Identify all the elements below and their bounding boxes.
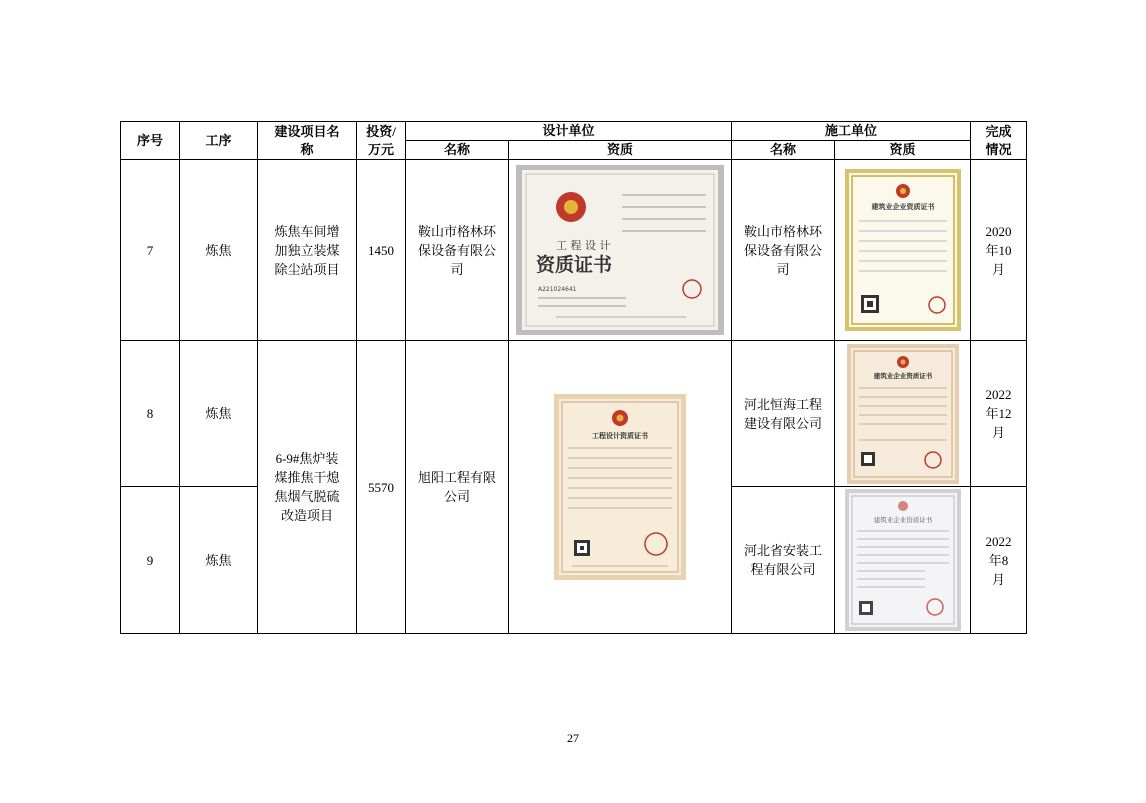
header-build-name: 名称: [732, 141, 835, 160]
build-certificate-image-2: [847, 344, 959, 484]
invest-cell: 5570: [357, 341, 406, 634]
build-name-text: 河北省安装工程有限公司: [744, 543, 823, 577]
cert-title: 建筑业企业资质证书: [873, 516, 932, 524]
build-qualification-cell: [835, 487, 971, 634]
header-design-qualification: 资质: [509, 141, 732, 160]
header-completion: [971, 122, 1027, 160]
design-name-cell: [406, 160, 509, 341]
completion-cell: [971, 487, 1027, 634]
cert-title: 建筑业企业资质证书: [873, 371, 932, 380]
header-process: 工序: [180, 122, 258, 160]
design-name-text: 旭阳工程有限公司: [417, 470, 496, 504]
header-project-text: 建设项目名称: [274, 123, 340, 157]
project-cell: [258, 160, 357, 341]
build-qualification-cell: [835, 160, 971, 341]
project-text: 炼焦车间增加独立装煤除尘站项目: [274, 223, 340, 277]
project-text: 6-9#焦炉装煤推焦干熄焦烟气脱硫改造项目: [274, 451, 340, 523]
header-invest-text: 投资/万元: [366, 123, 396, 157]
project-cell: [258, 341, 357, 634]
header-project: [258, 122, 357, 160]
header-invest: [357, 122, 406, 160]
cert-title: 工程设计资质证书: [592, 432, 648, 440]
design-name-cell: [406, 341, 509, 634]
seq-cell: 8: [121, 341, 180, 487]
table-row: [121, 160, 1027, 341]
cert-title: 建筑业企业资质证书: [871, 203, 935, 211]
build-name-text: 鞍山市格林环保设备有限公司: [744, 223, 823, 277]
seq-cell: 7: [121, 160, 180, 341]
seq-cell: 9: [121, 487, 180, 634]
project-table: [120, 121, 1027, 634]
invest-cell: 1450: [357, 160, 406, 341]
header-build-qualification: 资质: [835, 141, 971, 160]
completion-cell: [971, 160, 1027, 341]
completion-text: 2022年12月: [985, 387, 1012, 440]
header-completion-text: 完成情况: [985, 123, 1012, 157]
cert-number: A221024641: [538, 286, 577, 293]
process-cell: 炼焦: [180, 160, 258, 341]
completion-cell: [971, 341, 1027, 487]
build-certificate-image-1: [845, 169, 961, 331]
cert-subtitle: 资质证书: [536, 254, 613, 276]
design-certificate-image-1: [516, 165, 724, 335]
header-design-name: 名称: [406, 141, 509, 160]
completion-text: 2022年8月: [985, 533, 1012, 587]
build-certificate-image-3: [845, 489, 961, 631]
process-cell: 炼焦: [180, 487, 258, 634]
page-number: 27: [567, 731, 579, 745]
design-qualification-cell: [509, 341, 732, 634]
design-name-text: 鞍山市格林环保设备有限公司: [417, 223, 496, 277]
build-qualification-cell: [835, 341, 971, 487]
process-cell: 炼焦: [180, 341, 258, 487]
design-qualification-cell: [509, 160, 732, 341]
build-name-cell: [732, 160, 835, 341]
header-build-unit: 施工单位: [732, 122, 971, 141]
header-design-unit: 设计单位: [406, 122, 732, 141]
cert-title: 工 程 设 计: [556, 239, 611, 252]
table-row: [121, 341, 1027, 487]
header-seq: 序号: [121, 122, 180, 160]
build-name-text: 河北恒海工程建设有限公司: [744, 396, 823, 431]
build-name-cell: [732, 341, 835, 487]
build-name-cell: [732, 487, 835, 634]
design-certificate-image-2: [554, 394, 686, 580]
completion-text: 2020年10月: [985, 223, 1012, 277]
